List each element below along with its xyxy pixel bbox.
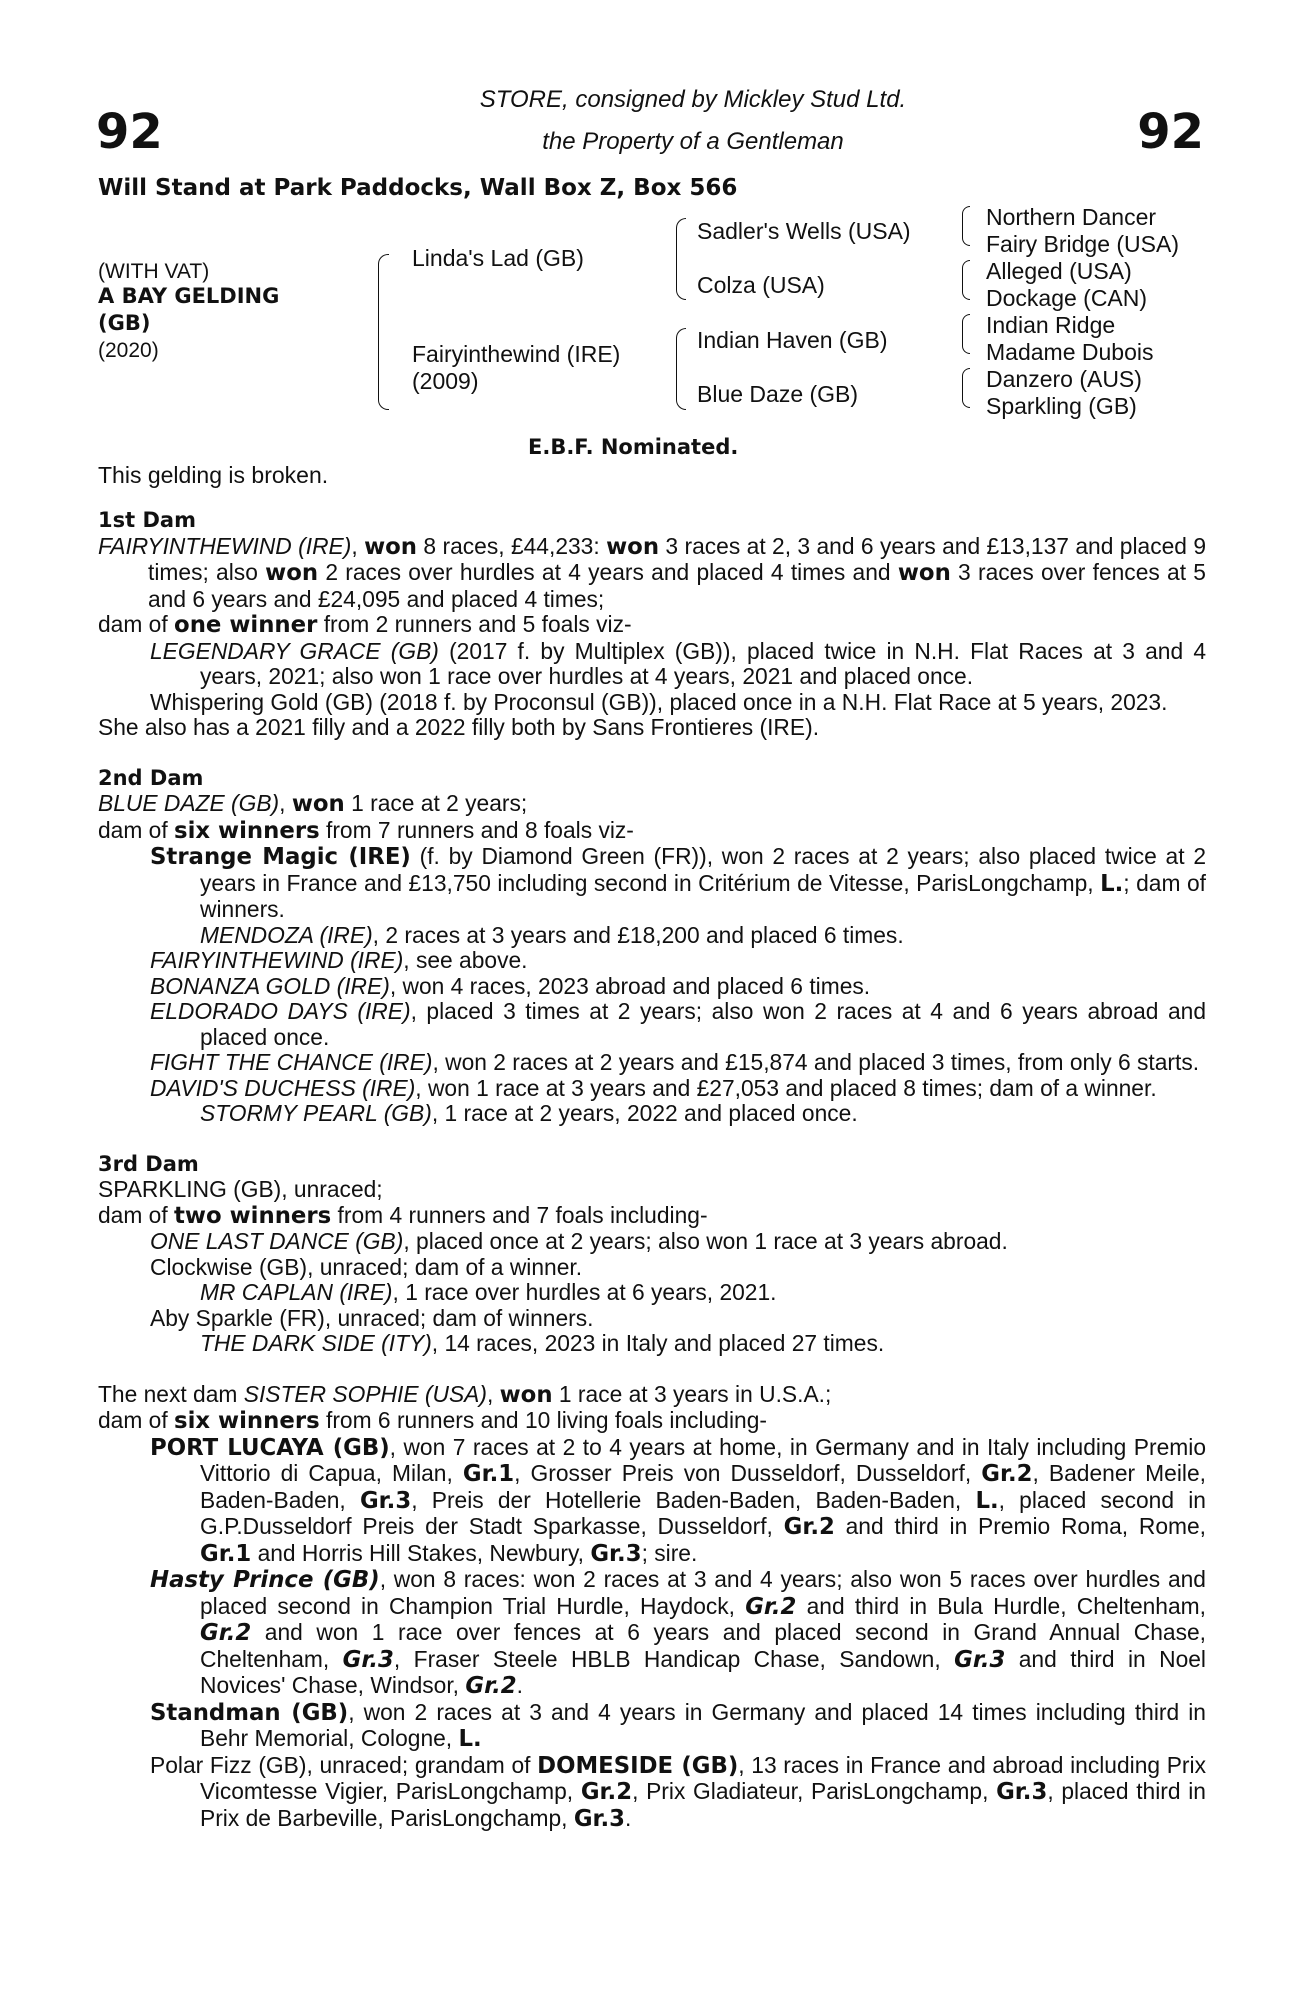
- first-dam-produce-1: LEGENDARY GRACE (GB) (2017 f. by Multiplex (GB)), placed twice in N.H. Flat Races at 3 and 4 years, 2021; also won 1 race over hurdles at 4 years, 2021 and placed once.: [150, 637, 1206, 689]
- lot-number-left: 92: [96, 104, 163, 160]
- pedigree-sire-sire: Sadler's Wells (USA): [697, 218, 911, 244]
- third-dam-record: SPARKLING (GB), unraced;: [98, 1176, 383, 1202]
- horse-origin: (GB): [98, 311, 151, 335]
- pedigree-g6: Madame Dubois: [986, 339, 1154, 365]
- pedigree-dam: Fairyinthewind (IRE): [412, 341, 621, 367]
- next-dam-produce-2: Hasty Prince (GB), won 8 races: won 2 races at 3 and 4 years; also won 5 races over hurdles and placed second in Champion Trial Hurdle, Haydock, Gr.2 and third in Bula Hurdle, Cheltenham, Gr.2 and won 1 race over fences at 6 years and placed second in Grand Annual Chase, Cheltenham, Gr.3, Fraser Steele HBLB Handicap Chase, Sandown, Gr.3 and third in Noel Novices' Chase, Windsor, Gr.2.: [150, 1566, 1206, 1699]
- second-dam-produce-3: BONANZA GOLD (IRE), won 4 races, 2023 abroad and placed 6 times.: [150, 972, 871, 999]
- second-dam-record: BLUE DAZE (GB), won 1 race at 2 years;: [98, 790, 528, 817]
- pedigree-dam-dam: Blue Daze (GB): [697, 381, 859, 407]
- third-dam-produce-3: Aby Sparkle (FR), unraced; dam of winners.: [150, 1304, 594, 1331]
- pedigree-dam-sire: Indian Haven (GB): [697, 327, 888, 353]
- pedigree-g3: Alleged (USA): [986, 258, 1132, 284]
- pedigree-brace-g1: [962, 206, 970, 246]
- catalogue-body: [98, 508, 1206, 1832]
- pedigree-dam-year: (2009): [412, 368, 479, 394]
- lot-number-right: 92: [1137, 104, 1204, 160]
- stand-location: Will Stand at Park Paddocks, Wall Box Z, Box 566: [98, 175, 738, 201]
- pedigree-g5: Indian Ridge: [986, 312, 1116, 338]
- third-dam-grandproduce-3: THE DARK SIDE (ITY), 14 races, 2023 in Italy and placed 27 times.: [200, 1330, 885, 1356]
- second-dam-produce-4: ELDORADO DAYS (IRE), placed 3 times at 2 years; also won 2 races at 4 and 6 years abroad and placed once.: [150, 998, 1206, 1050]
- next-dam-produce-4: Polar Fizz (GB), unraced; grandam of DOMESIDE (GB), 13 races in France and abroad including Prix Vicomtesse Vigier, ParisLongchamp, Gr.2, Prix Gladiateur, ParisLongchamp, Gr.3, placed third in Prix de Barbeville, ParisLongchamp, Gr.3.: [150, 1751, 1206, 1832]
- second-dam-produce-1: Strange Magic (IRE) (f. by Diamond Green (FR)), won 2 races at 2 years; also placed twice at 2 years in France and £13,750 including second in Critérium de Vitesse, ParisLongchamp, L.; dam of winners.: [150, 843, 1206, 922]
- next-dam-record: The next dam SISTER SOPHIE (USA), won 1 race at 3 years in U.S.A.;: [98, 1380, 832, 1408]
- third-dam-produce-2: Clockwise (GB), unraced; dam of a winner.: [150, 1253, 583, 1280]
- pedigree-sire-dam: Colza (USA): [697, 272, 825, 298]
- first-dam-record: FAIRYINTHEWIND (IRE), won 8 races, £44,233: won 3 races at 2, 3 and 6 years and £13,137 and placed 9 times; also won 2 races over hurdles at 4 years and placed 4 times and won 3 races over fences at 5 and 6 years and £24,095 and placed 4 times;: [98, 532, 1207, 612]
- first-dam-also: She also has a 2021 filly and a 2022 filly both by Sans Frontieres (IRE).: [98, 714, 820, 740]
- second-dam-produce-5: FIGHT THE CHANCE (IRE), won 2 races at 2 years and £15,874 and placed 3 times, from only 6 starts.: [150, 1049, 1200, 1075]
- pedigree-brace-dam: [676, 328, 686, 410]
- third-dam-heading: 3rd Dam: [98, 1151, 199, 1176]
- pedigree-brace-g4: [962, 368, 970, 408]
- second-dam-produce-6: DAVID'S DUCHESS (IRE), won 1 race at 3 years and £27,053 and placed 8 times; dam of a winner.: [150, 1074, 1157, 1101]
- horse-name: A BAY GELDING: [98, 284, 280, 308]
- first-dam-produce-2: Whispering Gold (GB) (2018 f. by Proconsul (GB)), placed once in a N.H. Flat Race at 5 years, 2023.: [150, 688, 1168, 715]
- next-dam-produce-1: PORT LUCAYA (GB), won 7 races at 2 to 4 years at home, in Germany and in Italy including Premio Vittorio di Capua, Milan, Gr.1, Grosser Preis von Dusseldorf, Dusseldorf, Gr.2, Badener Meile, Baden-Baden, Gr.3, Preis der Hotellerie Baden-Baden, Baden-Baden, L., placed second in G.P.Dusseldorf Preis der Stadt Sparkasse, Dusseldorf, Gr.2 and third in Premio Roma, Rome, Gr.1 and Horris Hill Stakes, Newbury, Gr.3; sire.: [150, 1433, 1207, 1567]
- horse-year: (2020): [98, 339, 159, 362]
- pedigree-g4: Dockage (CAN): [986, 285, 1148, 311]
- ebf-nomination: E.B.F. Nominated.: [528, 435, 739, 459]
- first-dam-heading: 1st Dam: [98, 508, 196, 532]
- pedigree-g2: Fairy Bridge (USA): [986, 231, 1179, 257]
- second-dam-heading: 2nd Dam: [98, 765, 204, 790]
- pedigree-brace-sire: [676, 218, 686, 300]
- third-dam-grandproduce-2: MR CAPLAN (IRE), 1 race over hurdles at 6 years, 2021.: [200, 1279, 777, 1305]
- first-dam-produce-summary: dam of one winner from 2 runners and 5 foals viz-: [98, 611, 632, 638]
- pedigree-brace-main: [378, 254, 389, 410]
- third-dam-produce-summary: dam of two winners from 4 runners and 7 foals including-: [98, 1201, 708, 1229]
- second-dam-produce-summary: dam of six winners from 7 runners and 8 foals viz-: [98, 816, 634, 844]
- second-dam-grandproduce-1: MENDOZA (IRE), 2 races at 3 years and £18,200 and placed 6 times.: [200, 921, 904, 948]
- vat-label: (WITH VAT): [98, 260, 210, 283]
- pedigree-g7: Danzero (AUS): [986, 366, 1142, 392]
- pedigree-brace-g3: [962, 314, 970, 354]
- pedigree-g8: Sparkling (GB): [986, 393, 1137, 419]
- second-dam-grandproduce-6: STORMY PEARL (GB), 1 race at 2 years, 2022 and placed once.: [200, 1100, 858, 1126]
- second-dam-produce-2: FAIRYINTHEWIND (IRE), see above.: [150, 947, 528, 973]
- next-dam-produce-3: Standman (GB), won 2 races at 3 and 4 years in Germany and placed 14 times including third in Behr Memorial, Cologne, L.: [150, 1698, 1206, 1752]
- next-dam-produce-summary: dam of six winners from 6 runners and 10 living foals including-: [98, 1407, 767, 1434]
- consignor-line: STORE, consigned by Mickley Stud Ltd.: [479, 86, 907, 113]
- pedigree-g1: Northern Dancer: [986, 204, 1157, 230]
- property-line: the Property of a Gentleman: [542, 128, 844, 155]
- broken-note: This gelding is broken.: [98, 462, 329, 488]
- pedigree-brace-g2: [962, 260, 970, 300]
- pedigree-sire: Linda's Lad (GB): [412, 245, 584, 271]
- third-dam-produce-1: ONE LAST DANCE (GB), placed once at 2 years; also won 1 race at 3 years abroad.: [150, 1228, 1008, 1254]
